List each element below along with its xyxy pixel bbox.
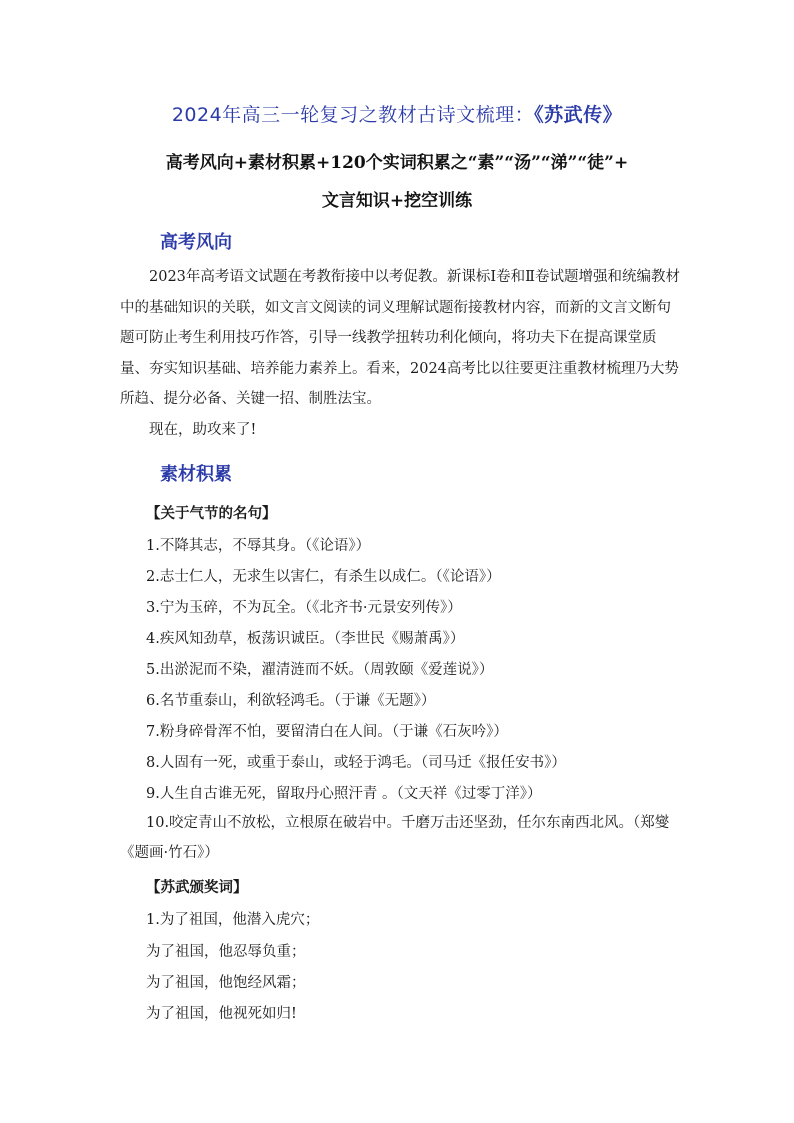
praise-line: 1.为了祖国，他潜入虎穴； bbox=[146, 912, 320, 928]
praise-line: 为了祖国，他忍辱负重； bbox=[146, 944, 306, 960]
quote-item: 4.疾风知劲草，板荡识诚臣。（李世民《赐萧禹》） bbox=[146, 631, 465, 647]
quote-item: 9.人生自古谁无死，留取丹心照汗青 。（文天祥《过零丁洋》） bbox=[146, 786, 542, 802]
quote-item-10: 10.咬定青山不放松，立根原在破岩中。千磨万击还坚劲，任尔东南西北风。（郑燮《题画·竹石》） bbox=[120, 815, 670, 861]
praise-line: 为了祖国，他视死如归! bbox=[146, 1006, 297, 1022]
quote-item-10-block bbox=[120, 808, 680, 868]
quote-item: 1.不降其志，不辱其身。（《论语》） bbox=[146, 538, 371, 554]
trends-closing: 现在，助攻来了! bbox=[149, 421, 257, 438]
subtitle-line-1: 高考风向+素材积累+120个实词积累之“素”“汤”“涕”“徒”+ bbox=[165, 153, 629, 173]
trends-paragraph-block bbox=[120, 262, 680, 445]
title-main: 2024年高三一轮复习之教材古诗文梳理： bbox=[171, 104, 535, 126]
quotes-heading: 【关于气节的名句】 bbox=[146, 505, 277, 522]
section-heading-trends: 高考风向 bbox=[160, 232, 232, 253]
quote-item: 6.名节重泰山，利欲轻鸿毛。（于谦《无题》） bbox=[146, 693, 436, 709]
praise-heading: 【苏武颁奖词】 bbox=[146, 879, 248, 896]
praise-line: 为了祖国，他饱经风霜； bbox=[146, 975, 306, 991]
subtitle-line-2: 文言知识+挖空训练 bbox=[321, 191, 473, 211]
quote-item: 5.出淤泥而不染，濯清涟而不妖。（周敦颐《爱莲说》） bbox=[146, 662, 494, 678]
title-book: 《苏武传》 bbox=[534, 104, 623, 126]
document-title bbox=[0, 100, 794, 127]
quote-item: 8.人固有一死，或重于泰山，或轻于鸿毛。（司马迁《报任安书》） bbox=[146, 755, 566, 771]
quote-item: 7.粉身碎骨浑不怕，要留清白在人间。（于谦《石灰吟》） bbox=[146, 724, 508, 740]
section-heading-materials: 素材积累 bbox=[160, 464, 232, 485]
quote-item: 3.宁为玉碎，不为瓦全。（《北齐书·元景安列传》） bbox=[146, 600, 462, 616]
quote-item: 2.志士仁人，无求生以害仁，有杀生以成仁。（《论语》） bbox=[146, 569, 501, 585]
trends-paragraph: 2023年高考语文试题在考教衔接中以考促教。新课标Ⅰ卷和Ⅱ卷试题增强和统编教材中的基础知识的关联，如文言文阅读的词义理解试题衔接教材内容，而新的文言文断句题可防止考生利用技巧作答，引导一线教学扭转功利化倾向，将功夫下在提高课堂质量、夯实知识基础、培养能力素养上。看来，2024高考比以往要更注重教材梳理乃大势所趋、提分必备、关键一招、制胜法宝。 bbox=[120, 269, 680, 407]
